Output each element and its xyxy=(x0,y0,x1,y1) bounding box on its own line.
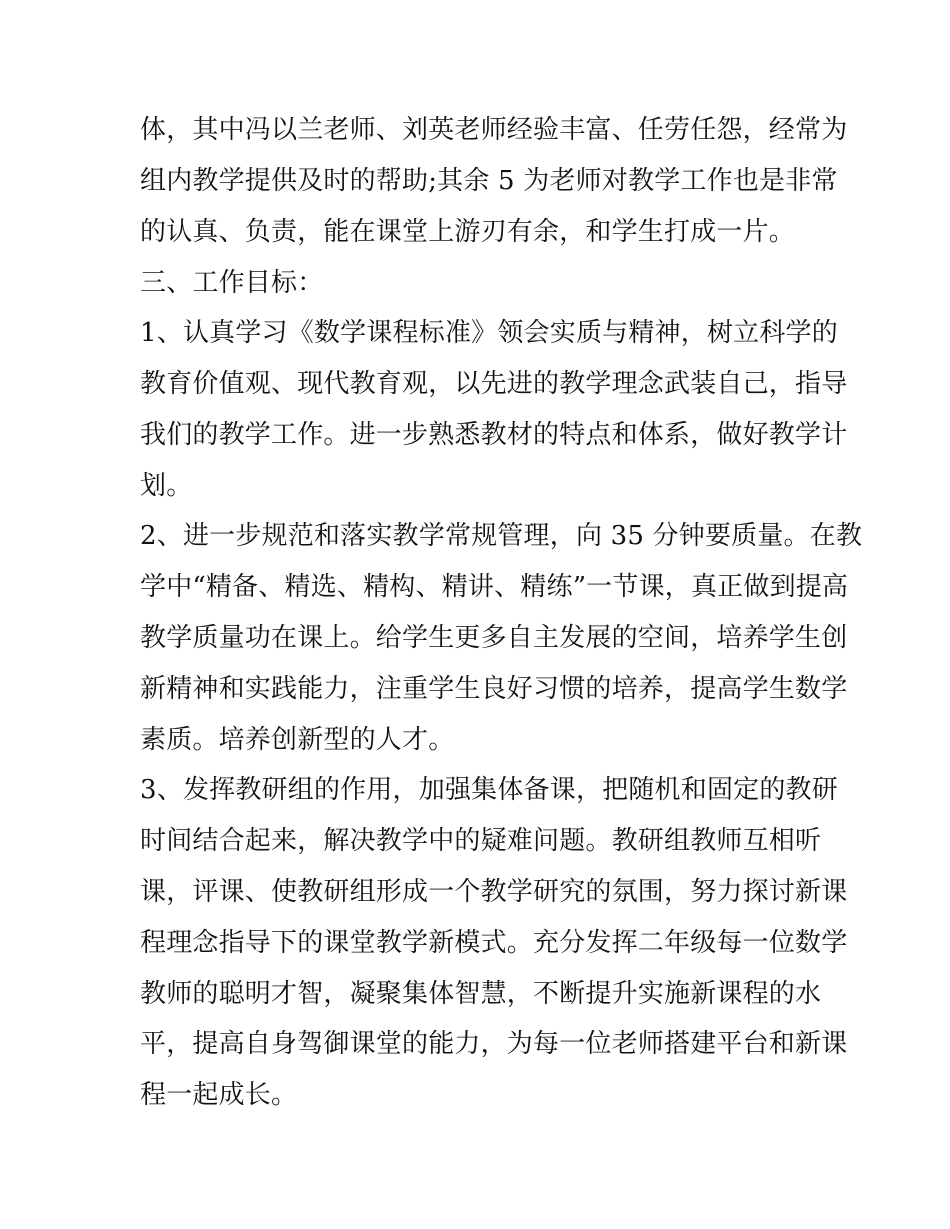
list-item-3-line: 课，评课、使教研组形成一个教学研究的氛围，努力探讨新课 xyxy=(140,877,848,907)
list-item-1-line: 我们的教学工作。进一步熟悉教材的特点和体系，做好教学计 xyxy=(140,420,848,450)
list-item-3-line: 3、发挥教研组的作用，加强集体备课，把随机和固定的教研 xyxy=(140,775,838,805)
list-item-3-line: 程理念指导下的课堂教学新模式。充分发挥二年级每一位数学 xyxy=(140,928,848,958)
list-item-3-line: 教师的聪明才智，凝聚集体智慧，不断提升实施新课程的水 xyxy=(140,979,822,1009)
list-item-2-line: 学中“精备、精选、精构、精讲、精练”一节课，真正做到提高 xyxy=(140,572,849,602)
list-item-3-line: 平，提高自身驾御课堂的能力，为每一位老师搭建平台和新课 xyxy=(140,1029,848,1059)
paragraph-line: 的认真、负责，能在课堂上游刃有余，和学生打成一片。 xyxy=(140,217,796,247)
paragraph-line: 组内教学提供及时的帮助;其余 5 为老师对教学工作也是非常 xyxy=(140,166,838,196)
list-item-2-line: 素质。培养创新型的人才。 xyxy=(140,725,455,755)
list-item-2-line: 教学质量功在课上。给学生更多自主发展的空间，培养学生创 xyxy=(140,623,848,653)
paragraph-line: 体，其中冯以兰老师、刘英老师经验丰富、任劳任怨，经常为 xyxy=(140,115,848,145)
list-item-3-line: 程一起成长。 xyxy=(140,1080,298,1110)
list-item-2-line: 2、进一步规范和落实教学常规管理，向 35 分钟要质量。在教 xyxy=(140,521,863,551)
list-item-2-line: 新精神和实践能力，注重学生良好习惯的培养，提高学生数学 xyxy=(140,674,848,704)
list-item-1-line: 划。 xyxy=(140,471,193,501)
section-heading: 三、工作目标： xyxy=(140,268,324,298)
list-item-1-line: 1、认真学习《数学课程标准》领会实质与精神，树立科学的 xyxy=(140,318,838,348)
list-item-3-line: 时间结合起来，解决教学中的疑难问题。教研组教师互相听 xyxy=(140,826,822,856)
list-item-1-line: 教育价值观、现代教育观，以先进的教学理念武装自己，指导 xyxy=(140,369,848,399)
